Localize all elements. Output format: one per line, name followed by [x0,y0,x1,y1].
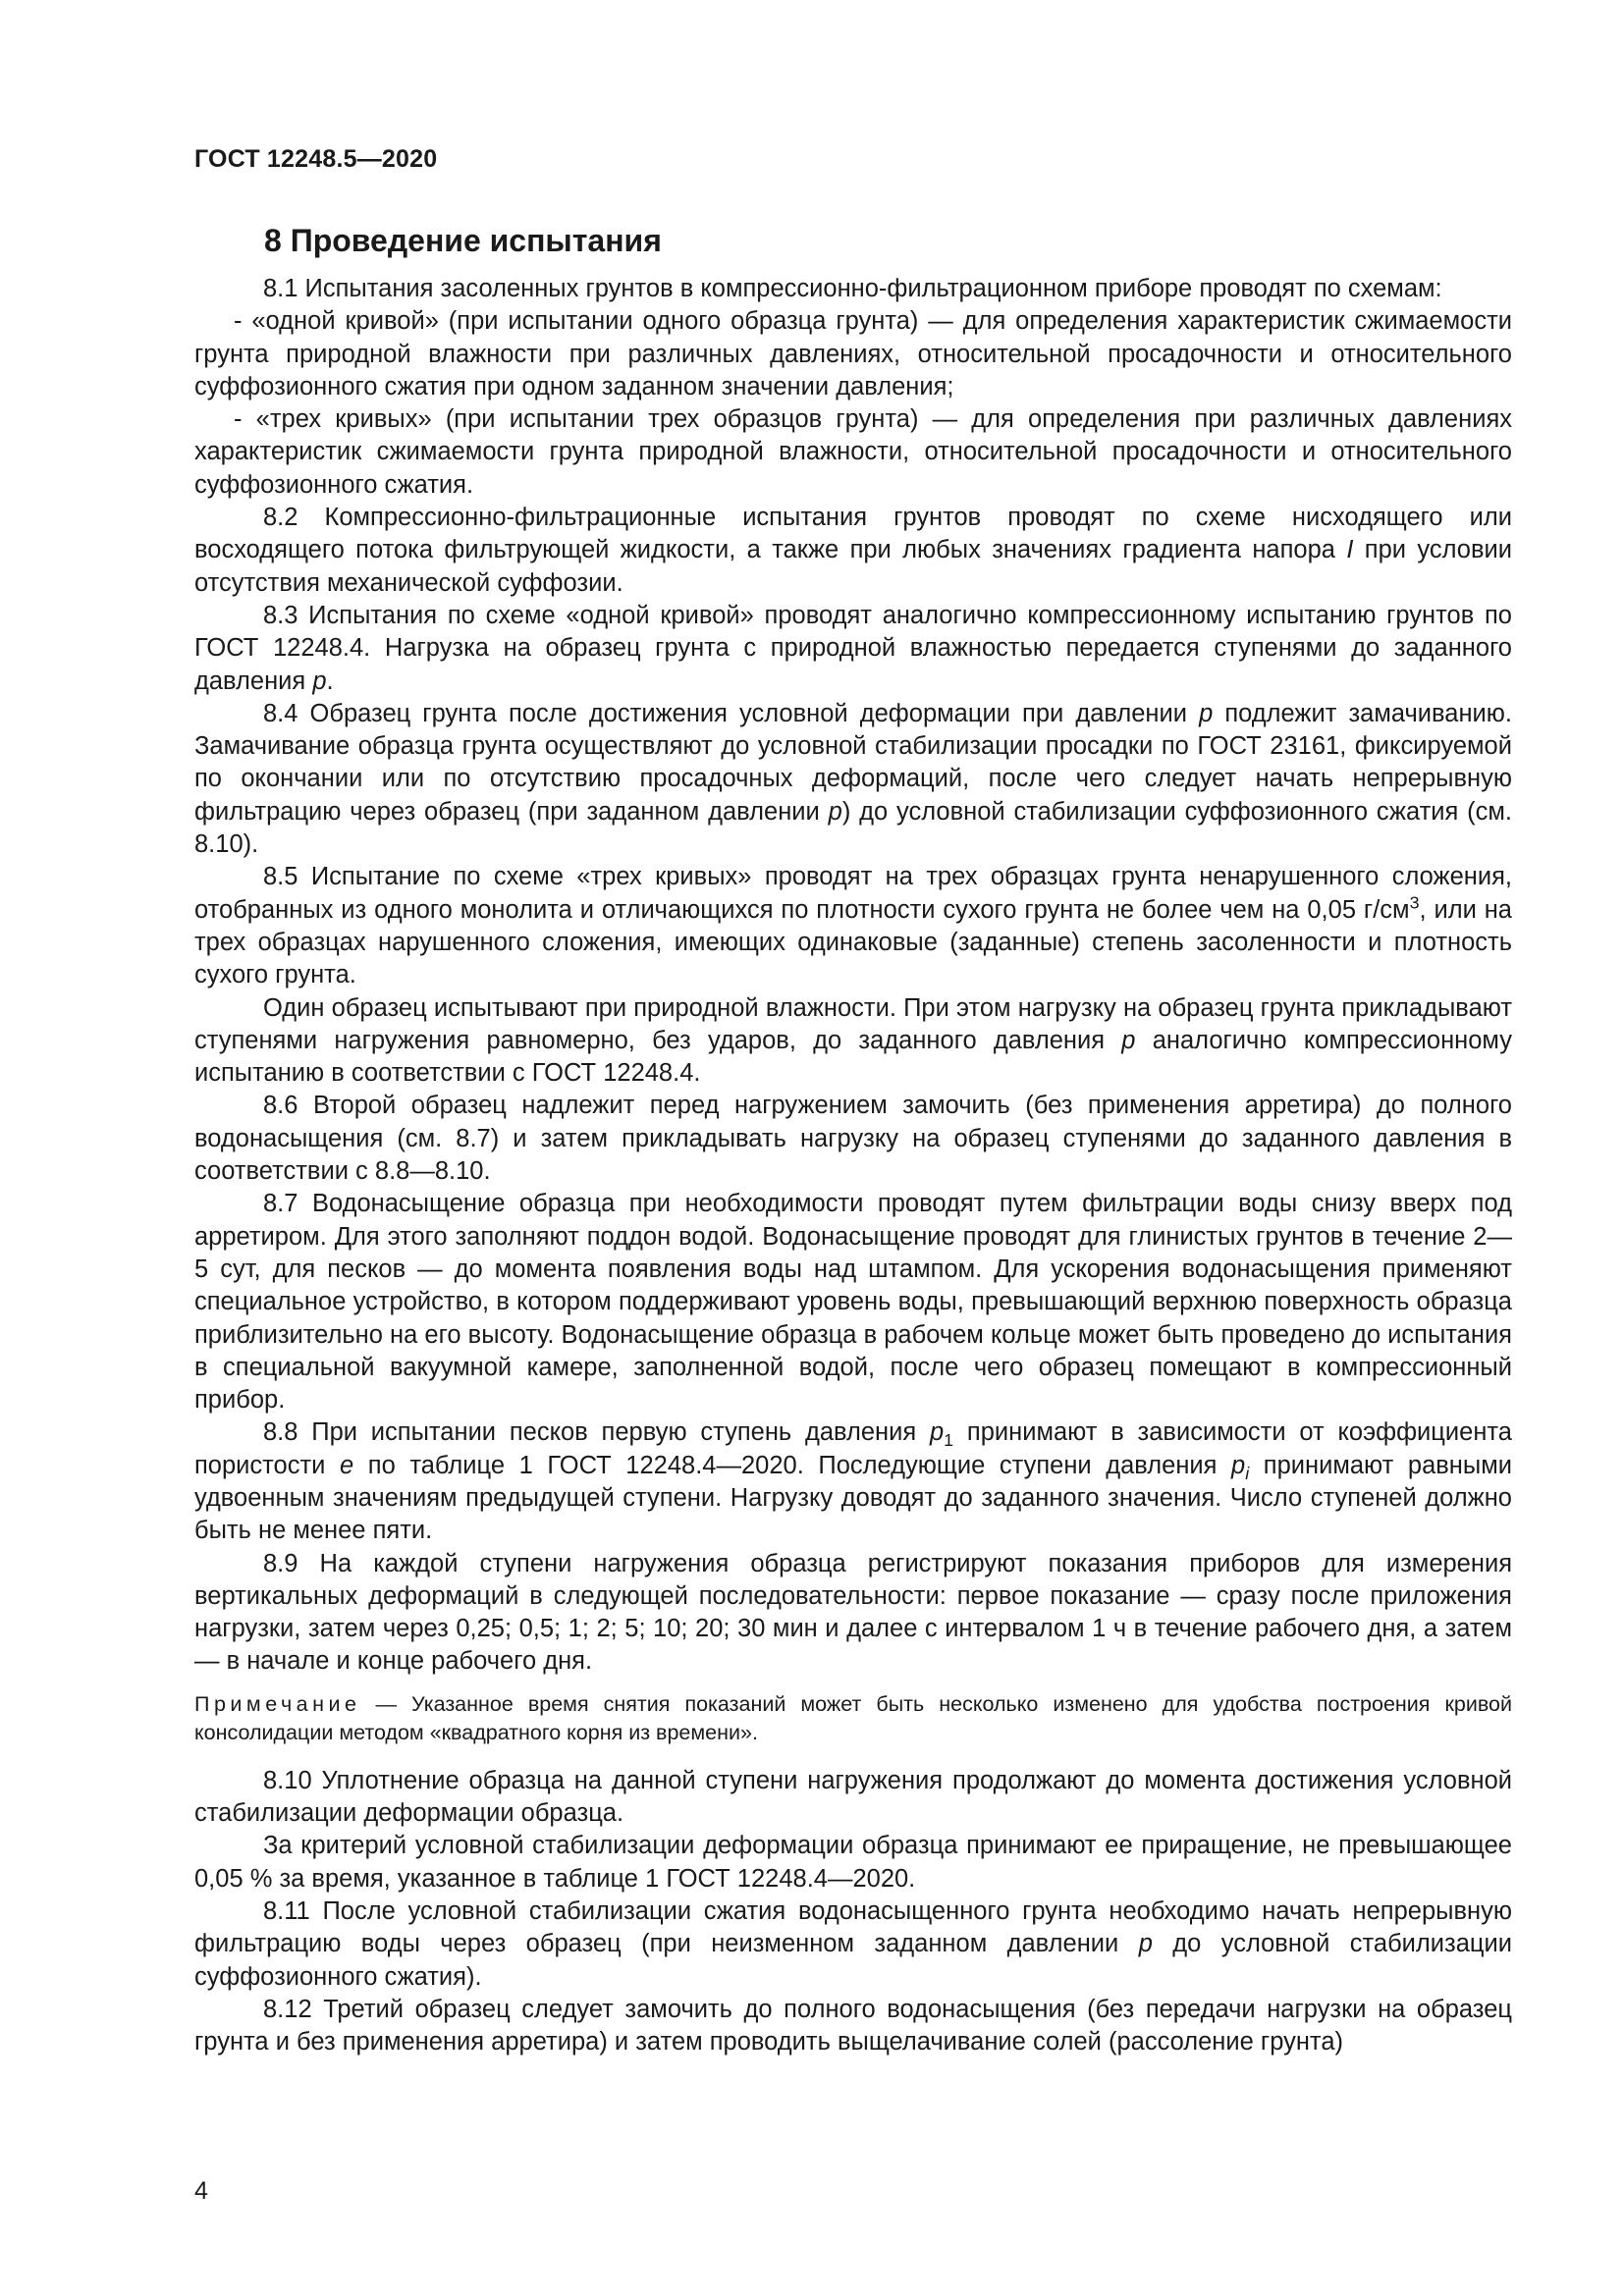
paragraph-8-9: 8.9 На каждой ступени нагружения образца регистрируют показания приборов для измерения вертикальных деформаций в следующей последовательности: первое показание — сразу после приложения нагрузки, затем через 0,25; 0,5; 1; 2; 5; 10; 20; 30 мин и далее с интервалом 1 ч в течение рабочего дня, а затем — в начале и конце рабочего дня. [194,1549,1512,1676]
note: Примечание — Указанное время снятия показаний может быть несколько изменено для удобства построения кривой консолидации методом «квадратного корня из времени». [194,1691,1512,1744]
paragraph-8-8: 8.8 При испытании песков первую ступень давления $p_1$ принимают в зависимости от коэффициента пористости e по таблице 1 ГОСТ 12248.4—2020. Последующие ступени давления $p_i$ принимают равными удвоенным значениям предыдущей ступени. Нагрузку доводят до заданного значения. Число ступеней должно быть не менее пяти. [194,1418,1512,1545]
paragraph-8-10-cont: За критерий условной стабилизации деформации образца принимают ее приращение, не превышающее 0,05 % за время, указанное в таблице 1 ГОСТ 12248.4—2020. [194,1832,1512,1893]
section-title: 8 Проведение испытания [264,223,662,258]
page-number: 4 [194,2177,208,2205]
paragraph-8-2: 8.2 Компрессионно-фильтрационные испытания грунтов проводят по схеме нисходящего или восходящего потока фильтрующей жидкости, а также при любых значениях градиента напора I при условии отсутствия механической суффозии. [194,504,1513,597]
paragraph-8-5-cont: Один образец испытывают при природной влажности. При этом нагрузку на образец грунта прикладывают ступенями нагружения равномерно, без ударов, до заданного давления p аналогично компрессионному испытанию в соответствии с ГОСТ 12248.4. [194,993,1512,1088]
paragraph-8-6: 8.6 Второй образец надлежит перед нагружением замочить (без применения арретира) до полного водонасыщения (см. 8.7) и затем прикладывать нагрузку на образец ступенями до заданного давления в соответствии с 8.8—8.10. [194,1092,1512,1186]
paragraph-8-3: 8.3 Испытания по схеме «одной кривой» проводят аналогично компрессионному испытанию грунтов по ГОСТ 12248.4. Нагрузка на образец грунта с природной влажностью передается ступенями до заданного давления p. [194,601,1512,695]
document-header: ГОСТ 12248.5—2020 [194,145,438,173]
document-body [194,273,1512,2058]
paragraph-8-12: 8.12 Третий образец следует замочить до полного водонасыщения (без передачи нагрузки на образец грунта и без применения арретира) и затем проводить выщелачивание солей (рассоление грунта) [194,1995,1512,2056]
paragraph-8-1: 8.1 Испытания засоленных грунтов в компрессионно-фильтрационном приборе проводят по схемам: [263,275,1442,302]
list-item: - «трех кривых» (при испытании трех образцов грунта) — для определения при различных давлениях характеристик сжимаемости грунта природной влажности, относительной просадочности и относительного суффозионного сжатия. [194,405,1512,499]
list-item: - «одной кривой» (при испытании одного образца грунта) — для определения характеристик сжимаемости грунта природной влажности при различных давлениях, относительной просадочности и относительного суффозионного сжатия при одном заданном значении давления; [194,307,1512,400]
paragraph-8-4: 8.4 Образец грунта после достижения условной деформации при давлении p подлежит замачиванию. Замачивание образца грунта осуществляют до условной стабилизации просадки по ГОСТ 23161, фиксируемой по окончании или по отсутствию просадочных деформаций, после чего следует начать непрерывную фильтрацию через образец (при заданном давлении p) до условной стабилизации суффозионного сжатия (см. 8.10). [194,699,1512,859]
paragraph-8-10: 8.10 Уплотнение образца на данной ступени нагружения продолжают до момента достижения условной стабилизации деформации образца. [194,1766,1512,1828]
note-label: Примечание [194,1691,361,1716]
paragraph-8-5: 8.5 Испытание по схеме «трех кривых» проводят на трех образцах грунта ненарушенного сложения, отобранных из одного монолита и отличающихся по плотности сухого грунта не более чем на 0,05 $г/см^3$, или на трех образцах нарушенного сложения, имеющих одинаковые (заданные) степень засоленности и плотность сухого грунта. [194,863,1512,989]
paragraph-8-11: 8.11 После условной стабилизации сжатия водонасыщенного грунта необходимо начать непрерывную фильтрацию воды через образец (при неизменном заданном давлении p до условной стабилизации суффозионного сжатия). [194,1896,1513,1991]
paragraph-8-7: 8.7 Водонасыщение образца при необходимости проводят путем фильтрации воды снизу вверх под арретиром. Для этого заполняют поддон водой. Водонасыщение проводят для глинистых грунтов в течение 2—5 сут, для песков — до момента появления воды над штампом. Для ускорения водонасыщения применяют специальное устройство, в котором поддерживают уровень воды, превышающий верхнюю поверхность образца приблизительно на его высоту. Водонасыщение образца в рабочем кольце может быть проведено до испытания в специальной вакуумной камере, заполненной водой, после чего образец помещают в компрессионный прибор. [194,1190,1512,1415]
